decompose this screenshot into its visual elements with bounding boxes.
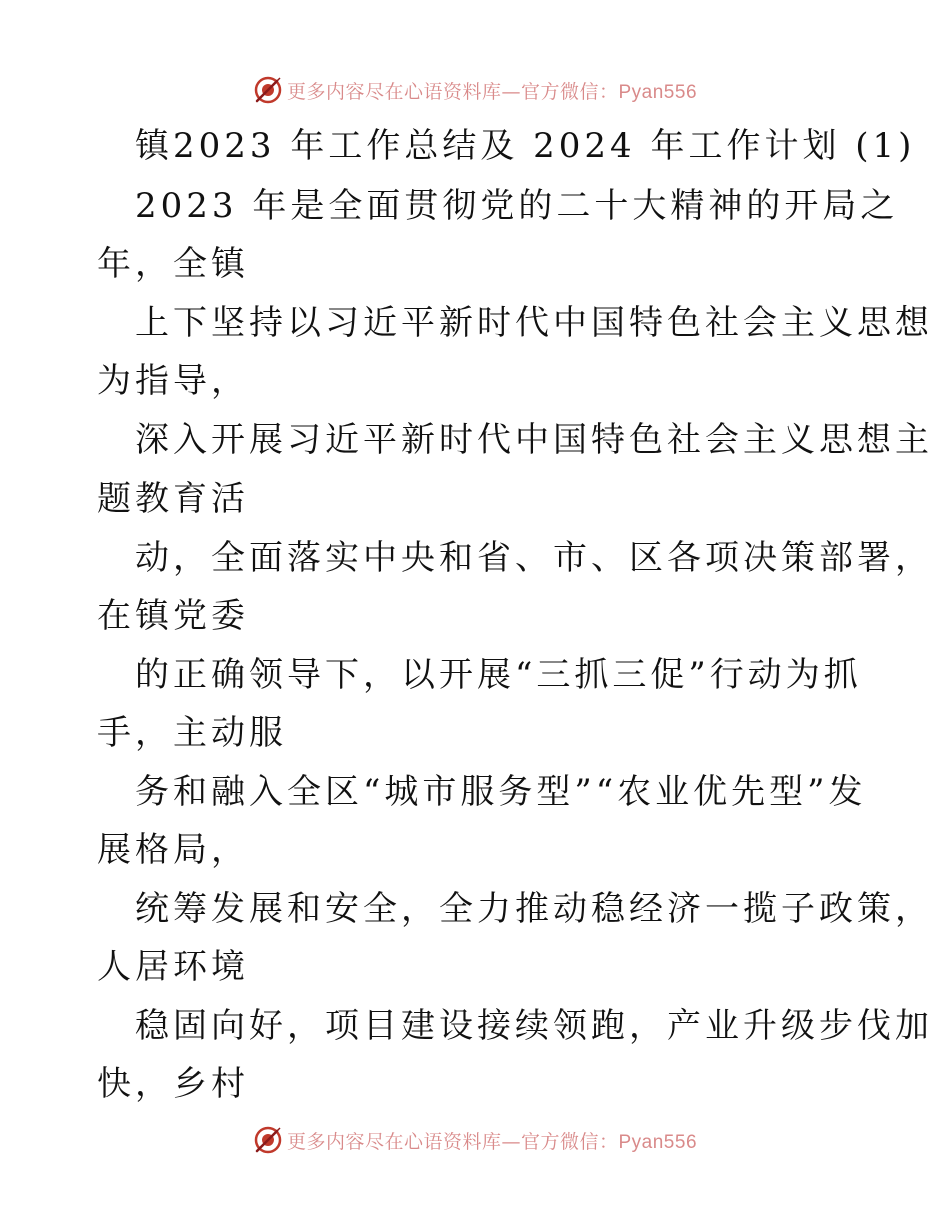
text-line: 快，乡村 [97,1064,249,1104]
text-line: 动，全面落实中央和省、市、区各项决策部署， [135,538,933,578]
quill-logo-icon [253,1125,283,1155]
watermark-wechat-id: Pyan556 [618,1131,698,1153]
watermark-wechat-id: Pyan556 [618,81,698,103]
watermark-footer [0,1120,950,1160]
text-line: 的正确领导下，以开展“三抓三促”行动为抓 [135,655,862,695]
text-line: 上下坚持以习近平新时代中国特色社会主义思想 [135,303,933,343]
text-line: 展格局， [97,830,249,870]
text-line: 年，全镇 [97,244,249,284]
text-line: 稳固向好，项目建设接续领跑，产业升级步伐加 [135,1006,933,1046]
text-line: 2023 年是全面贯彻党的二十大精神的开局之 [135,186,899,226]
text-line: 统筹发展和安全，全力推动稳经济一揽子政策， [135,889,933,929]
text-line: 深入开展习近平新时代中国特色社会主义思想主 [135,420,933,460]
text-line: 在镇党委 [97,596,249,636]
document-title: 镇2023 年工作总结及 2024 年工作计划 (1) [135,126,916,166]
text-line: 题教育活 [97,479,249,519]
text-line: 人居环境 [97,947,249,987]
text-line: 为指导， [97,361,249,401]
watermark-text: 更多内容尽在心语资料库—官方微信：Pyan556 [286,80,698,103]
text-line: 手，主动服 [97,713,287,753]
watermark-text: 更多内容尽在心语资料库—官方微信：Pyan556 [286,1130,698,1153]
text-line: 务和融入全区“城市服务型”“农业优先型”发 [135,772,867,812]
